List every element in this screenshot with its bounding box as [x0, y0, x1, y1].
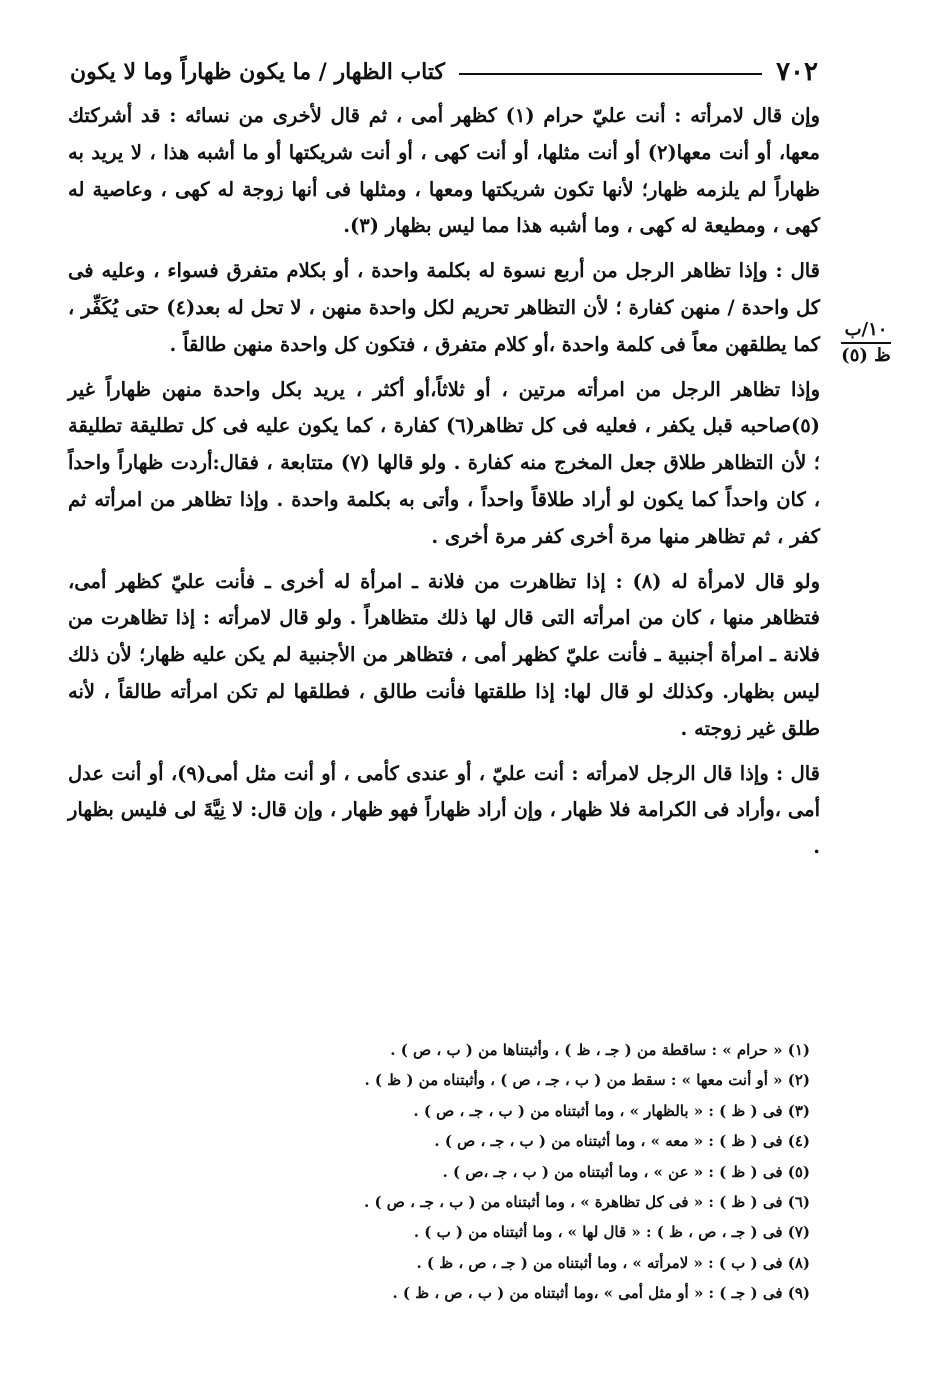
paragraph-5: قال : وإذا قال الرجل لامرأته : أنت عليّ ، أو عندى كأمى ، أو أنت مثل أمى(٩)، أو أنت عدل أمى ،وأراد فى الكرامة فلا ظهار ، وإن أراد ظهاراً فهو ظهار ، وإن قال: لا نِيَّةَ لى فليس بظهار . [68, 761, 820, 859]
footnote: (٢) « أو أنت معها » : سقط من ( ب ، جـ ، ص ) ، وأثبتناه من ( ظ ) . [364, 1071, 810, 1090]
footnote: (٦) فى ( ظ ) : « فى كل تظاهرة » ، وما أثبتناه من ( ب ، جـ ، ص ) . [364, 1193, 810, 1212]
page-number: ٧٠٢ [776, 57, 818, 87]
paragraph-1: وإن قال لامرأته : أنت عليّ حرام (١) كظهر أمى ، ثم قال لأخرى من نسائه : قد أشركتك معها، أو أنت معها(٢) أو أنت مثلها، أو أنت كهى ، أو أنت شريكتها أو ما أشبه هذا ، لا يريد به ظهاراً لم يلزمه ظهار؛ لأنها تكون شريكتها ومعها ، ومثلها فى أنها زوجة له كهى ، وعاصية له كهى ، ومطيعة له كهى ، وما أشبه هذا مما ليس بظهار (٣). [68, 104, 820, 238]
paragraph-3: وإذا تظاهر الرجل من امرأته مرتين ، أو ثلاثاً،أو أكثر ، يريد بكل واحدة منهن ظهاراً غير (٥)صاحبه قبل يكفر ، فعليه فى كل تظاهر(٦) كفارة ، كما يكون عليه فى كل تطليقة تطليقة ؛ لأن التظاهر طلاق جعل المخرج منه كفارة . ولو قالها (٧) متتابعة ، فقال:أردت ظهاراً واحداً ، كان واحداً كما يكون لو أراد طلاقاً واحداً ، وأتى به بكلمة واحدة . وإذا تظاهر من امرأته ثم كفر ، ثم تظاهر منها مرة أخرى كفر مرة أخرى . [68, 377, 821, 548]
running-header [70, 52, 818, 92]
footnote: (٨) فى ( ب ) : « لامرأته » ، وما أثبتناه من ( جـ ، ص ، ظ ) . [416, 1253, 810, 1272]
footnote: (١) « حرام » : ساقطة من ( جـ ، ظ ) ، وأثبتناها من ( ب ، ص ) . [390, 1041, 810, 1059]
footnote: (٩) فى ( جـ ) : « أو مثل أمى » ،وما أثبتناه من ( ب ، ص ، ظ ) . [392, 1284, 810, 1303]
folio-ref-top: ١٠/ب [841, 318, 892, 344]
footnote: (٧) فى ( جـ ، ص ، ظ ) : « قال لها » ، وما أثبتناه من ( ب ) . [413, 1223, 810, 1242]
footnotes [300, 1035, 810, 1309]
chapter-title: كتاب الظهار / ما يكون ظهاراً وما لا يكون [70, 59, 445, 85]
manuscript-folio-note [836, 318, 896, 368]
paragraph-4: ولو قال لامرأة له (٨) : إذا تظاهرت من فلانة ـ امرأة له أخرى ـ فأنت عليّ كظهر أمى، فتظاهر منها ، كان من امرأته التى قال لها ذلك متظاهراً . ولو قال لامرأته : إذا تظاهرت من فلانة ـ امرأة أجنبية ـ فأنت عليّ كظهر أمى ، فتظاهر من الأجنبية لم يكن عليه ظهار؛ لأن ذلك ليس بظهار. وكذلك لو قال لها: إذا طلقتها فأنت طالق ، فطلقها لم تكن امرأته طالقاً ، لأنه طلق غير زوجته . [68, 569, 820, 740]
header-rule [459, 73, 762, 75]
footnote: (٤) فى ( ظ ) : « معه » ، وما أثبتناه من ( ب ، جـ ، ص ) . [434, 1132, 810, 1151]
footnote: (٥) فى ( ظ ) : « عن » ، وما أثبتناه من ( ب ، جـ ،ص ) . [442, 1162, 810, 1181]
footnote: (٣) فى ( ظ ) : « بالظهار » ، وما أثبتناه من ( ب ، جـ ، ص ) . [413, 1101, 810, 1120]
main-text [68, 98, 820, 874]
folio-ref-bottom: ظ (٥) [841, 345, 891, 366]
paragraph-2: قال : وإذا تظاهر الرجل من أربع نسوة له بكلمة واحدة ، أو بكلام متفرق فسواء ، وعليه فى كل واحدة / منهن كفارة ؛ لأن التظاهر تحريم لكل واحدة منهن ، لا تحل له بعد(٤) حتى يُكَفِّر ، كما يطلقهن معاً فى كلمة واحدة ،أو كلام متفرق ، فتكون كل واحدة منهن طالقاً . [68, 259, 820, 356]
